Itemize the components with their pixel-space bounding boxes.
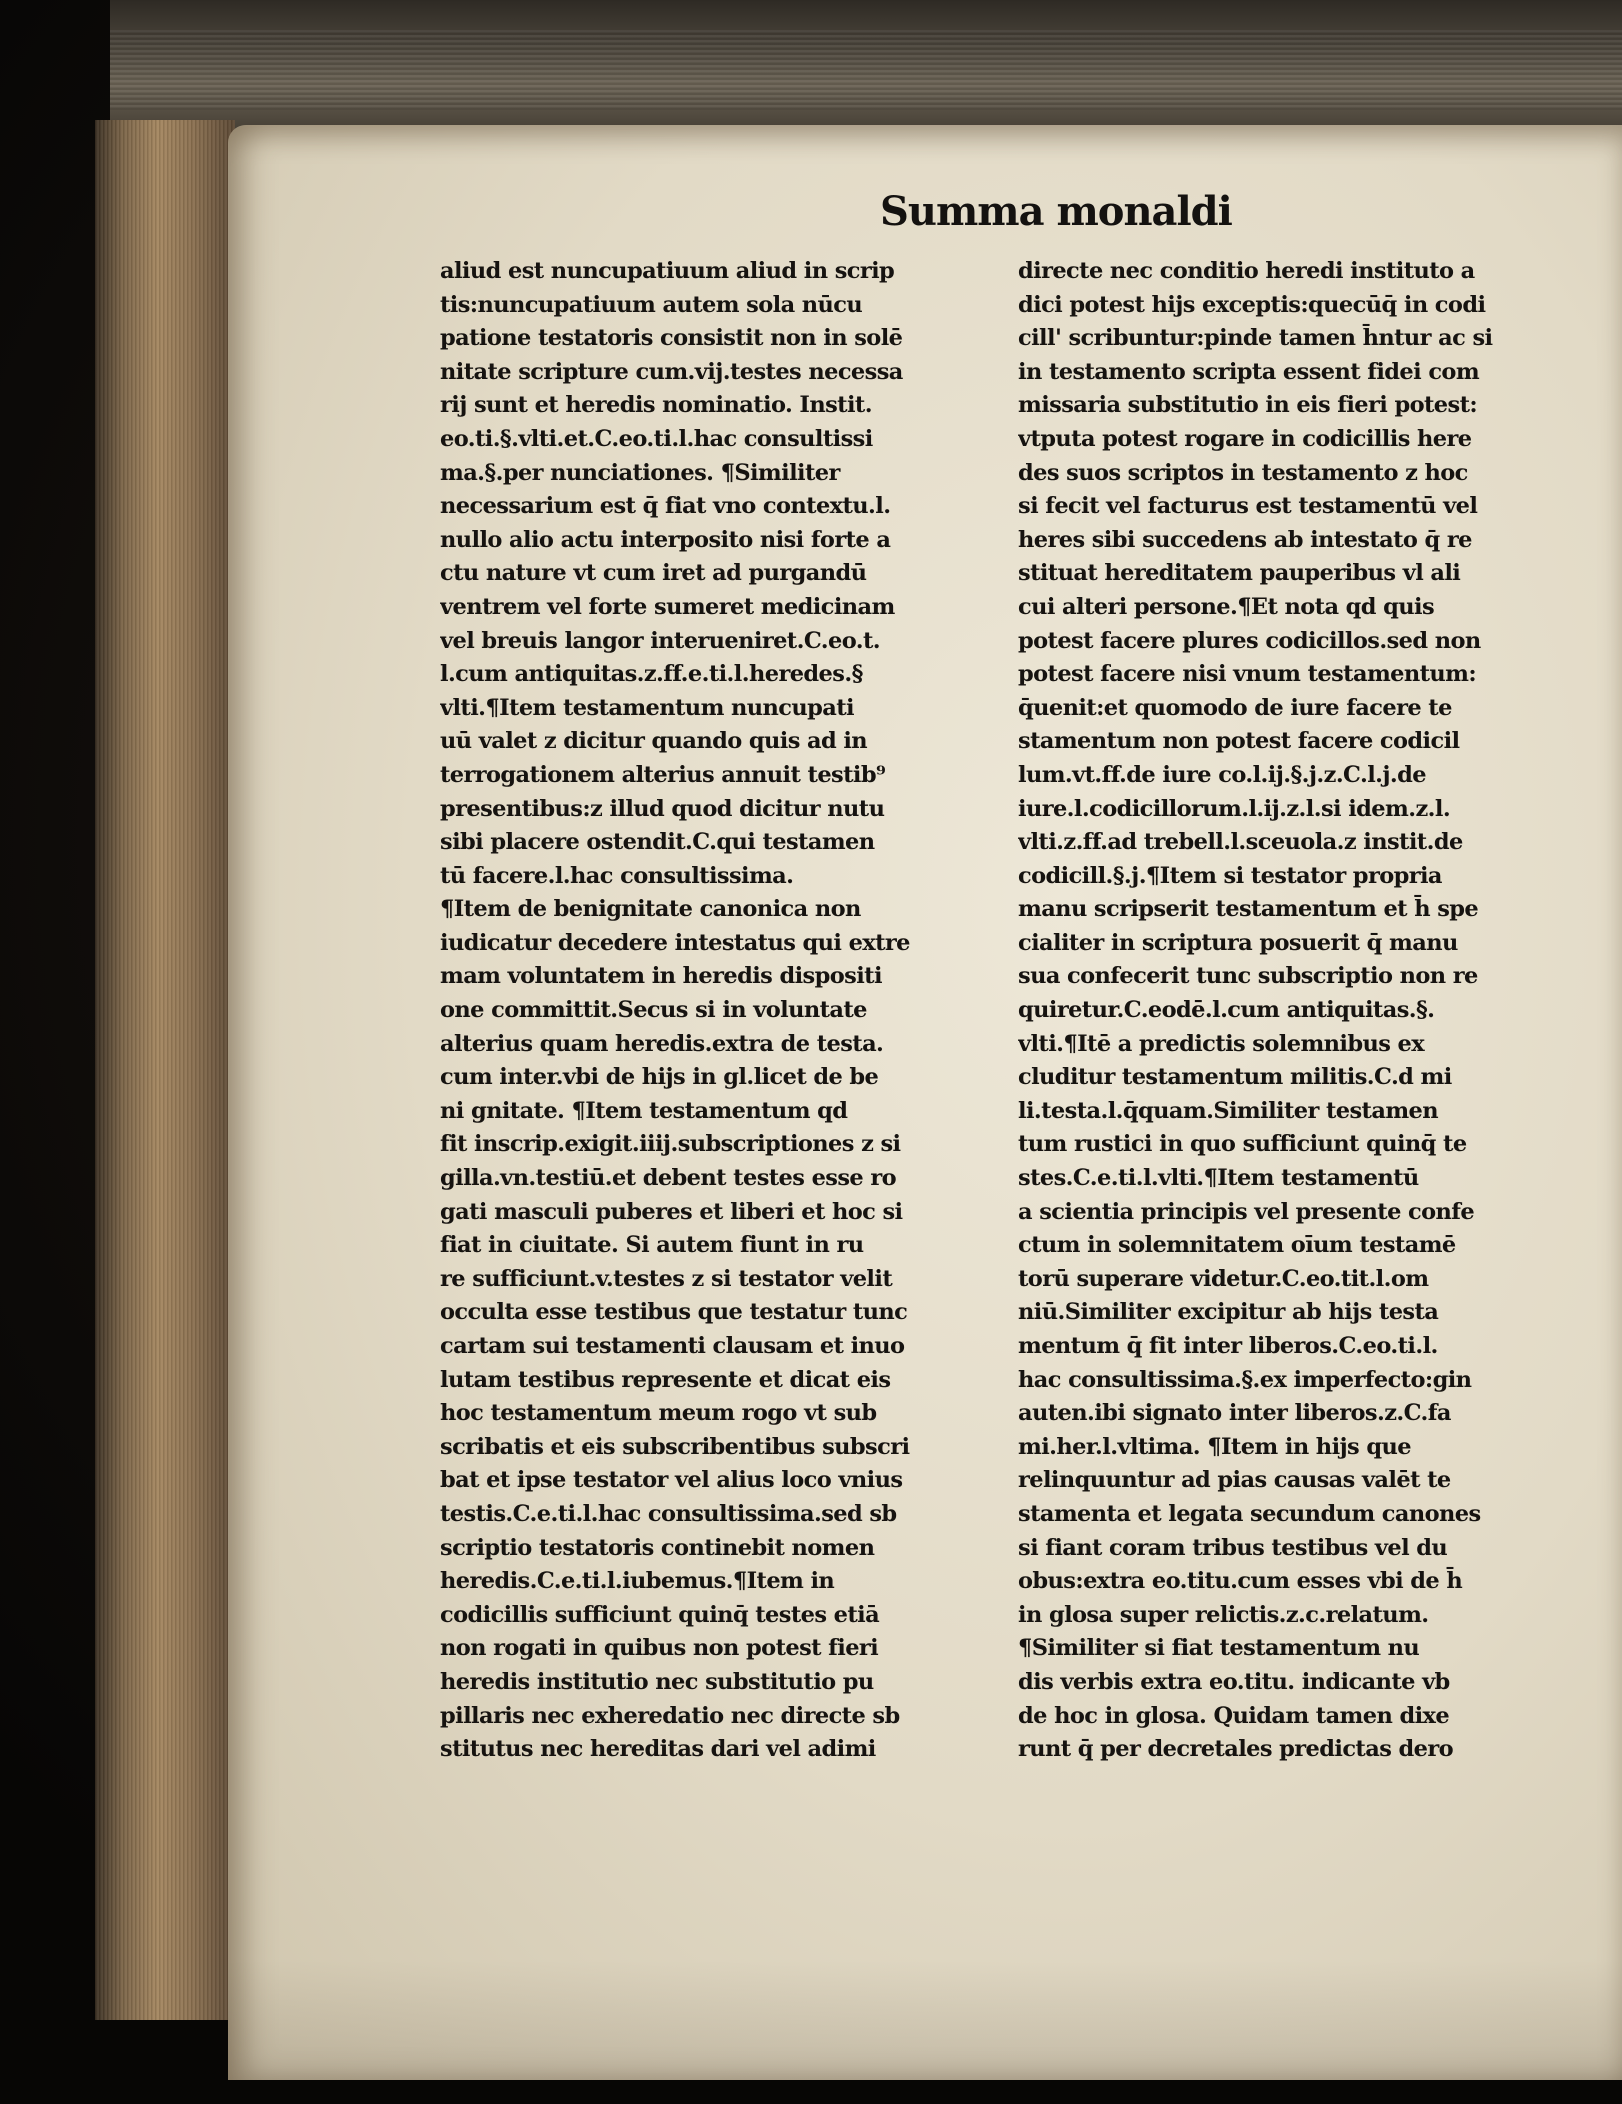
text-line: scribatis et eis subscribentibus subscri xyxy=(440,1433,910,1460)
text-line: ctum in solemnitatem oīum testamē xyxy=(1018,1232,1456,1259)
text-line: in testamento scripta essent fidei com xyxy=(1018,358,1480,385)
text-line: dici potest hijs exceptis:quecūq̄ in codi xyxy=(1018,291,1486,318)
text-line: relinquuntur ad pias causas valēt te xyxy=(1018,1467,1451,1494)
text-line: rij sunt et heredis nominatio. Instit. xyxy=(440,392,872,419)
text-line: de hoc in glosa. Quidam tamen dixe xyxy=(1018,1702,1450,1729)
text-column-right xyxy=(1018,255,1578,1767)
text-line: li.testa.l.q̄quam.Similiter testamen xyxy=(1018,1097,1439,1124)
text-line: si fecit vel facturus est testamentū vel xyxy=(1018,493,1478,520)
text-line: cluditur testamentum militis.C.d mi xyxy=(1018,1064,1452,1091)
book-top-edge xyxy=(110,0,1622,143)
text-line: terrogationem alterius annuit testib⁹ xyxy=(440,761,886,788)
text-line: nullo alio actu interposito nisi forte a xyxy=(440,526,891,553)
text-line: aliud est nuncupatiuum aliud in scrip xyxy=(440,258,895,284)
text-line: a scientia principis vel presente confe xyxy=(1018,1198,1475,1225)
text-column-left xyxy=(440,255,980,1767)
text-line: one committit.Secus si in voluntate xyxy=(440,997,867,1024)
text-line: scriptio testatoris continebit nomen xyxy=(440,1534,875,1561)
text-line: tum rustici in quo sufficiunt quinq̄ te xyxy=(1018,1131,1467,1158)
running-head: Summa monaldi xyxy=(880,188,1232,235)
text-line: iudicatur decedere intestatus qui extre xyxy=(440,929,910,956)
text-line: lum.vt.ff.de iure co.l.ij.§.j.z.C.l.j.de xyxy=(1018,761,1427,788)
text-line: quiretur.C.eodē.l.cum antiquitas.§. xyxy=(1018,997,1435,1024)
text-line: codicill.§.j.¶Item si testator propria xyxy=(1018,862,1442,889)
text-line: cui alteri persone.¶Et nota qd quis xyxy=(1018,593,1435,620)
text-line: ctu nature vt cum iret ad purgandū xyxy=(440,560,867,587)
text-line: lutam testibus represente et dicat eis xyxy=(440,1366,891,1393)
text-line: testis.C.e.ti.l.hac consultissima.sed sb xyxy=(440,1500,897,1527)
text-line: hoc testamentum meum rogo vt sub xyxy=(440,1400,877,1427)
text-line: necessarium est q̄ fiat vno contextu.l. xyxy=(440,493,891,520)
text-line: q̄uenit:et quomodo de iure facere te xyxy=(1018,694,1452,721)
text-line: manu scripserit testamentum et h̄ spe xyxy=(1018,896,1479,923)
text-line: vlti.¶Item testamentum nuncupati xyxy=(440,694,854,721)
text-line: mi.her.l.vltima. ¶Item in hijs que xyxy=(1018,1433,1411,1460)
book-fore-edge xyxy=(95,120,235,2020)
text-line: si fiant coram tribus testibus vel du xyxy=(1018,1534,1448,1561)
text-line: re sufficiunt.v.testes z si testator velit xyxy=(440,1265,893,1292)
text-line: vtputa potest rogare in codicillis here xyxy=(1018,425,1472,452)
text-line: presentibus:z illud quod dicitur nutu xyxy=(440,795,885,822)
text-line: alterius quam heredis.extra de testa. xyxy=(440,1030,884,1057)
text-line: ¶Item de benignitate canonica non xyxy=(440,896,861,923)
text-line: uū valet z dicitur quando quis ad in xyxy=(440,728,868,755)
text-line: tū facere.l.hac consultissima. xyxy=(440,862,794,889)
text-line: non rogati in quibus non potest fieri xyxy=(440,1635,879,1662)
text-line: sibi placere ostendit.C.qui testamen xyxy=(440,829,875,856)
text-line: heres sibi succedens ab intestato q̄ re xyxy=(1018,526,1472,553)
text-line: potest facere nisi vnum testamentum: xyxy=(1018,661,1477,688)
text-line: patione testatoris consistit non in solē xyxy=(440,325,903,352)
text-line: ventrem vel forte sumeret medicinam xyxy=(440,593,895,620)
text-line: cialiter in scriptura posuerit q̄ manu xyxy=(1018,929,1458,956)
text-line: des suos scriptos in testamento z hoc xyxy=(1018,459,1468,486)
text-line: obus:extra eo.titu.cum esses vbi de h̄ xyxy=(1018,1568,1463,1595)
text-line: missaria substitutio in eis fieri potest: xyxy=(1018,392,1478,419)
text-line: hac consultissima.§.ex imperfecto:gin xyxy=(1018,1366,1472,1393)
text-line: stitutus nec hereditas dari vel adimi xyxy=(440,1736,876,1763)
text-line: dis verbis extra eo.titu. indicante vb xyxy=(1018,1668,1450,1695)
text-line: heredis institutio nec substitutio pu xyxy=(440,1668,874,1695)
text-line: nitate scripture cum.vij.testes necessa xyxy=(440,358,903,385)
text-line: iure.l.codicillorum.l.ij.z.l.si idem.z.l. xyxy=(1018,795,1451,822)
text-line: vlti.¶Itē a predictis solemnibus ex xyxy=(1018,1030,1425,1057)
text-line: gati masculi puberes et liberi et hoc si xyxy=(440,1198,903,1225)
text-line: cill' scribuntur:pinde tamen h̄ntur ac si xyxy=(1018,325,1493,352)
text-line: cartam sui testamenti clausam et inuo xyxy=(440,1333,905,1359)
text-line: torū superare videtur.C.eo.tit.l.om xyxy=(1018,1265,1429,1292)
text-line: mam voluntatem in heredis dispositi xyxy=(440,963,882,990)
text-line: stes.C.e.ti.l.vlti.¶Item testamentū xyxy=(1018,1165,1419,1192)
text-line: niū.Similiter excipitur ab hijs testa xyxy=(1018,1299,1439,1326)
text-line: directe nec conditio heredi instituto a xyxy=(1018,258,1475,284)
text-line: pillaris nec exheredatio nec directe sb xyxy=(440,1702,900,1729)
text-line: fit inscrip.exigit.iiij.subscriptiones z si xyxy=(440,1131,901,1158)
text-line: auten.ibi signato inter liberos.z.C.fa xyxy=(1018,1400,1451,1427)
text-line: potest facere plures codicillos.sed non xyxy=(1018,627,1481,654)
text-line: mentum q̄ fit inter liberos.C.eo.ti.l. xyxy=(1018,1333,1438,1359)
text-line: occulta esse testibus que testatur tunc xyxy=(440,1299,908,1326)
text-line: eo.ti.§.vlti.et.C.eo.ti.l.hac consultissi xyxy=(440,425,873,452)
text-line: gilla.vn.testiū.et debent testes esse ro xyxy=(440,1165,897,1192)
text-line: stamentum non potest facere codicil xyxy=(1018,728,1460,755)
text-line: vel breuis langor interueniret.C.eo.t. xyxy=(440,627,880,654)
text-line: in glosa super relictis.z.c.relatum. xyxy=(1018,1601,1429,1628)
text-line: ni gnitate. ¶Item testamentum qd xyxy=(440,1097,848,1124)
text-line: codicillis sufficiunt quinq̄ testes etiā xyxy=(440,1601,880,1628)
text-line: ¶Similiter si fiat testamentum nu xyxy=(1018,1635,1420,1662)
text-line: bat et ipse testator vel alius loco vnius xyxy=(440,1467,903,1494)
text-line: l.cum antiquitas.z.ff.e.ti.l.heredes.§ xyxy=(440,661,863,688)
text-line: fiat in ciuitate. Si autem fiunt in ru xyxy=(440,1232,864,1259)
text-line: tis:nuncupatiuum autem sola nūcu xyxy=(440,291,863,318)
text-line: stamenta et legata secundum canones xyxy=(1018,1500,1481,1527)
text-line: ma.§.per nunciationes. ¶Similiter xyxy=(440,459,840,486)
text-line: sua confecerit tunc subscriptio non re xyxy=(1018,963,1478,990)
text-line: cum inter.vbi de hijs in gl.licet de be xyxy=(440,1064,879,1091)
text-line: stituat hereditatem pauperibus vl ali xyxy=(1018,560,1461,587)
text-line: runt q̄ per decretales predictas dero xyxy=(1018,1736,1454,1763)
text-line: heredis.C.e.ti.l.iubemus.¶Item in xyxy=(440,1568,835,1595)
text-line: vlti.z.ff.ad trebell.l.sceuola.z instit.de xyxy=(1018,829,1463,856)
